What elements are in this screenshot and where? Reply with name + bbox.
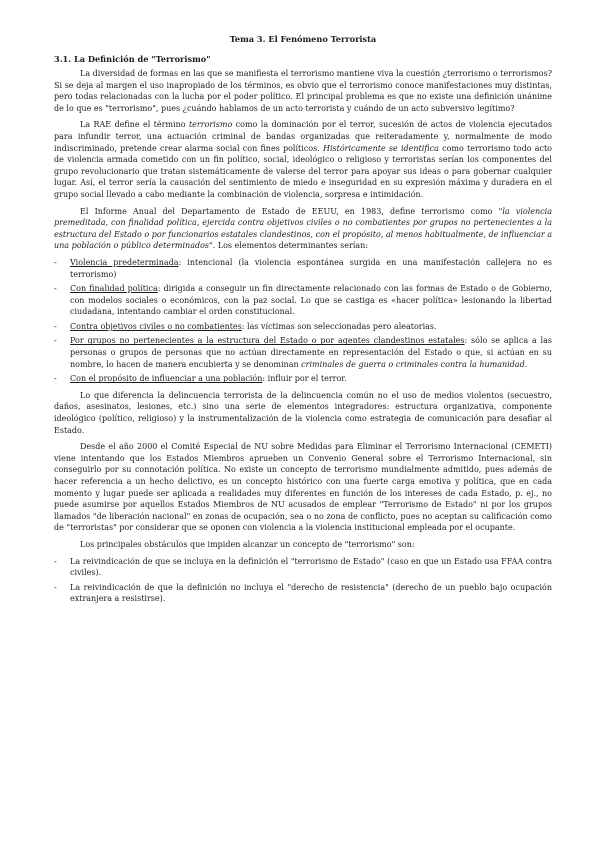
element-term: Contra objetivos civiles o no combatientes xyxy=(70,321,242,331)
list-dash: - xyxy=(54,257,57,267)
rae-text-e: como terrorismo todo acto de violencia armada cometido con un fin político, social, ideológico o religioso y terroristas serían los componentes del grupo revolucionario que tratan sistemáticamente de valerse del terror para apoyar sus ideas o para gobernar cualquier lugar. Así, el terror sería la causación del sentimiento de miedo e inseguridad en su expresión máxima y duradera en el grupo social llevado a cabo mediante la combinación de violencia, sorpresa e intimidación. xyxy=(54,143,553,199)
paragraph-difference: Lo que diferencia la delincuencia terrorista de la delincuencia común no el uso de medios violentos (secuestro, daños, asesinatos, lesiones, etc.) sino una serie de elementos integradores: estructura organizativa, componente ideológico (político, religioso) y la instrumentalización de la violencia como estrategia de comunicación para desafiar al Estado. xyxy=(54,390,552,435)
element-term: Con el propósito de influenciar a una población xyxy=(70,374,263,384)
elements-list xyxy=(54,257,552,385)
element-text: : las víctimas son seleccionadas pero aleatorias. xyxy=(241,321,437,331)
paragraph-eeuu-definition xyxy=(54,206,552,252)
obstacles-list xyxy=(54,556,552,605)
rae-term: terrorismo xyxy=(188,120,233,130)
list-dash: - xyxy=(54,582,57,592)
element-text: : dirigida a conseguir un fin directamente relacionado con las formas de Estado o de Gobierno, con modelos sociales o económicos, con la paz social. Lo que se castiga es «hacer política» lesionando la libertad ciudadana, intentando cambiar el orden constitucional. xyxy=(70,284,552,317)
section-heading: 3.1. La Definición de "Terrorismo" xyxy=(54,54,211,64)
obstacle-text: La reivindicación de que la definición no incluya el "derecho de resistencia" (derecho de un pueblo bajo ocupación extranjera a resistirse). xyxy=(70,582,552,604)
paragraph-cemeti: Desde el año 2000 el Comité Especial de NU sobre Medidas para Eliminar el Terrorismo Internacional (CEMETI) viene intentando que los Estados Miembros aprueben un Convenio General sobre el Terrorismo Internacional, sin conseguirlo por su connotación política. No existe un concepto de terrorismo mundialmente admitido, pues además de hacer referencia a un hecho delictivo, es un concepto histórico con una fuerte carga emotiva y política, que en cada momento y lugar puede ser aplicada a realidades muy diferentes en función de los intereses de cada Estado, p. ej., no puede asumirse por aquellos Estados Miembros de NU acusados de emplear "Terrorismo de Estado" ni por los grupos llamados "de liberación nacional" en zonas de ocupación, sea o no zona de conflicto, pues no aceptan su calificación como de "terroristas" por considerar que se oponen con violencia a la violencia institucional empleada por el ocupante. xyxy=(54,442,552,533)
list-item xyxy=(54,335,552,370)
element-end: . xyxy=(524,359,528,369)
list-dash: - xyxy=(54,321,57,331)
element-text: : intencional (la violencia espontánea surgida en una manifestación callejera no es terrorismo) xyxy=(70,257,552,279)
list-dash: - xyxy=(54,556,57,566)
list-item xyxy=(54,321,552,333)
eeuu-quote: "la violencia premeditada, con finalidad política, ejercida contra objetivos civiles o no combatientes por grupos no pertenecientes a la estructura del Estado o por funcionarios estatales clandestinos, con el propósito, al menos habitualmente, de influenciar a una población o público determinados" xyxy=(54,206,552,251)
element-term: Violencia predeterminada xyxy=(70,257,179,267)
document-title: Tema 3. El Fenómeno Terrorista xyxy=(229,34,377,44)
list-item xyxy=(54,582,552,605)
obstacle-text: La reivindicación de que se incluya en la definición el "terrorismo de Estado" (caso en que un Estado usa FFAA contra civiles). xyxy=(70,556,552,578)
rae-text-a: La RAE define el término xyxy=(80,120,189,130)
paragraph-rae-definition xyxy=(54,119,552,200)
list-dash: - xyxy=(54,336,57,346)
element-text: : influir por el terror. xyxy=(262,374,347,384)
list-dash: - xyxy=(54,374,57,384)
element-italic: criminales de guerra o criminales contra la humanidad xyxy=(301,359,525,369)
element-text: : sólo se aplica a las personas o grupos de personas que no actúan directamente en representación del Estado o que, si actúan en su nombre, lo hacen de manera encubierta y se denominan xyxy=(70,336,552,369)
element-term: Por grupos no pertenecientes a la estructura del Estado o por agentes clandestinos estatales xyxy=(70,336,465,346)
rae-text-d: Históricamente se identifica xyxy=(322,143,439,153)
list-dash: - xyxy=(54,284,57,294)
paragraph-obstacles-intro: Los principales obstáculos que impiden alcanzar un concepto de "terrorismo" son: xyxy=(80,539,415,549)
eeuu-text-a: El Informe Anual del Departamento de Estado de EEUU, en 1983, define terrorismo como xyxy=(80,206,499,216)
list-item xyxy=(54,373,552,385)
element-term: Con finalidad política xyxy=(70,284,158,294)
list-item xyxy=(54,283,552,318)
paragraph-intro: La diversidad de formas en las que se manifiesta el terrorismo mantiene viva la cuestión ¿terrorismo o terrorismos? Si se deja al margen el uso inapropiado de los términos, es obvio que el terrorismo conoce manifestaciones muy distintas, pero todas relacionadas con la lucha por el poder político. El principal problema es que no existe una definición unánime de lo que es "terrorismo", pues ¿cuándo hablamos de un acto terrorista y cuándo de un acto subversivo legítimo? xyxy=(54,69,552,113)
list-item xyxy=(54,556,552,579)
list-item xyxy=(54,257,552,280)
rae-text-c: como la dominación por el terror, sucesión de actos de violencia ejecutados para infundir terror, una actuación criminal de bandas organizadas que reiteradamente y, normalmente de modo indiscriminado, pretende crear alarma social con fines políticos. xyxy=(54,120,552,153)
eeuu-text-c: . Los elementos determinantes serían: xyxy=(212,241,369,251)
